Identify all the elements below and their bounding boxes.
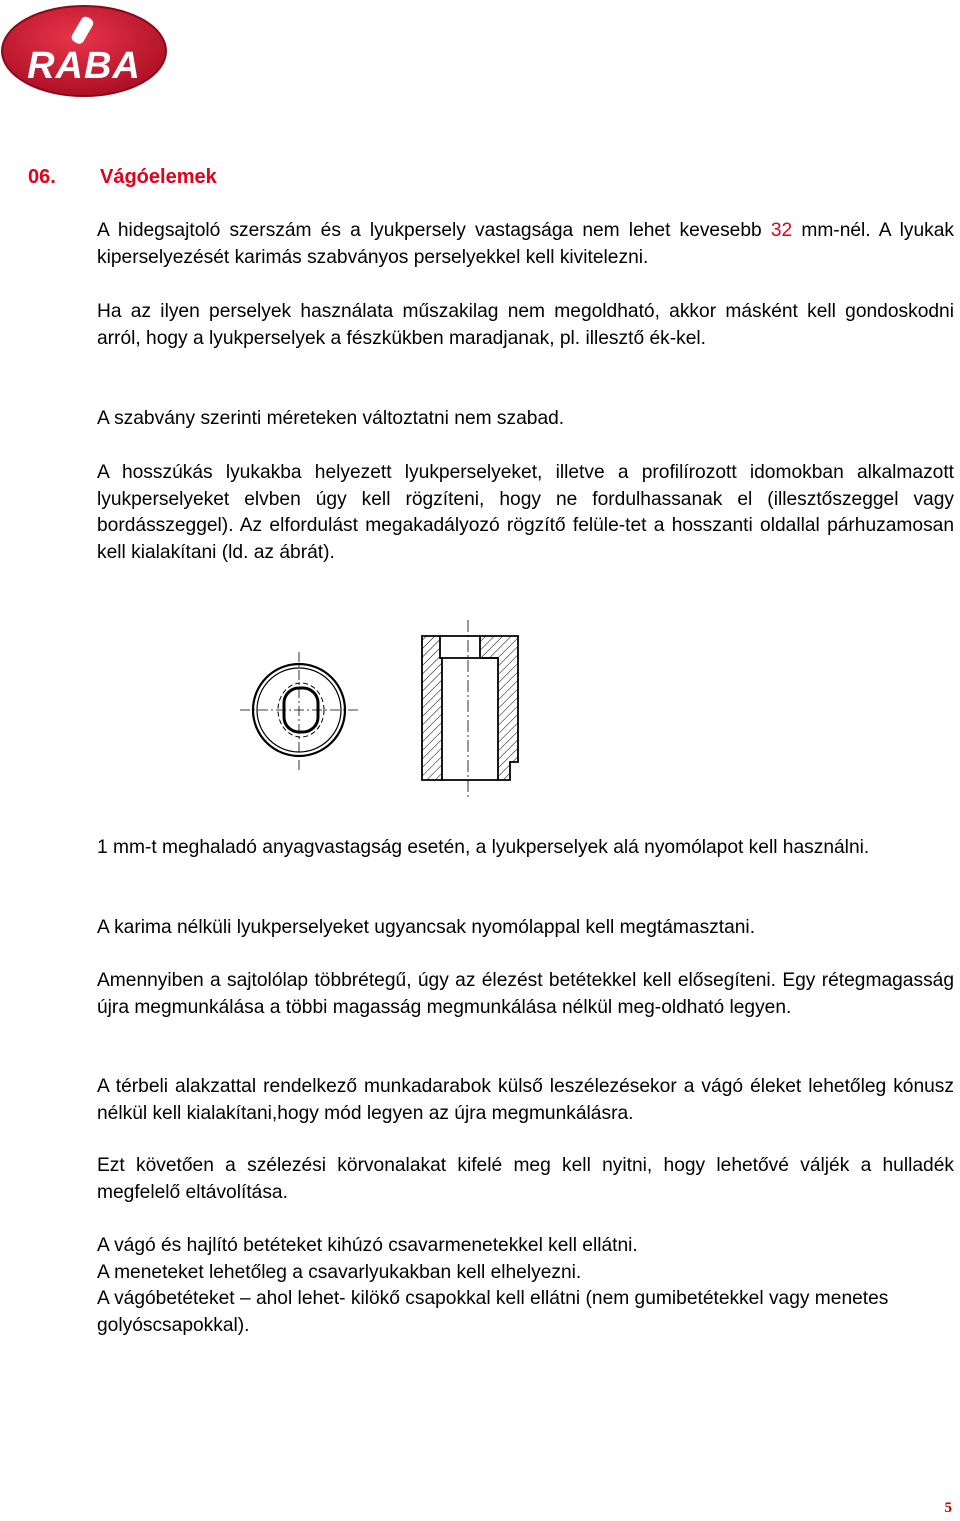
paragraph-line: A vágó és hajlító betéteket kihúzó csavarmenetekkel kell ellátni. <box>97 1235 638 1256</box>
paragraph-line: A vágóbetéteket – ahol lehet- kilökő csapokkal kell ellátni (nem gumibetétekkel vagy menetes golyóscsapokkal). <box>97 1288 889 1336</box>
paragraph-trimming-contours: Ezt követően a szélezési körvonalakat kifelé meg kell nyitni, hogy lehetővé váljék a hulladék megfelelő eltávolítása. <box>97 1155 954 1203</box>
paragraph-cutting-edges: A térbeli alakzattal rendelkező munkadarabok külső leszélezésekor a vágó éleket lehetőleg kónusz nélkül kell kialakítani,hogy mód legyen az újra megmunkálásra. <box>97 1076 954 1124</box>
paragraph-alternative-fixing: Ha az ilyen perselyek használata műszakilag nem megoldható, akkor másként kell gondoskodni arról, hogy a lyukperselyek a fészkükben maradjanak, pl. illesztő ék-kel. <box>97 301 954 349</box>
paragraph-layered-plate: Amennyiben a sajtolólap többrétegű, úgy az élezést betétekkel kell elősegíteni. Egy rétegmagasság újra megmunkálása a többi magasság megmunkálása nélkül meg-oldható legyen. <box>97 970 954 1018</box>
paragraph-oblong-holes: A hosszúkás lyukakba helyezett lyukperselyeket, illetve a profilírozott idomokban alkalmazott lyukperselyeket elvben úgy kell rögzíteni, hogy ne fordulhassanak el (illesztőszeggel vagy bordásszeggel). Az elfordulást megakadályozó rögzítő felüle-tet a hosszanti oldallal párhuzamosan kell kialakítani (ld. az ábrát). <box>97 462 954 563</box>
paragraph-text: A hidegsajtoló szerszám és a lyukpersely vastagsága nem lehet kevesebb <box>97 220 771 241</box>
raba-logo <box>0 2 168 98</box>
paragraph-thickness <box>97 218 954 271</box>
paragraph-pressure-plate: 1 mm-t meghaladó anyagvastagság esetén, a lyukperselyek alá nyomólapot kell használni. <box>97 837 870 858</box>
top-view <box>240 652 358 770</box>
bushing-drawing <box>232 618 532 802</box>
paragraph-text: mm-nél. A lyukak kiperselyezését karimás szabványos perselyekkel kell kivitelezni. <box>97 220 954 268</box>
paragraph-line: A meneteket lehetőleg a csavarlyukakban kell elhelyezni. <box>97 1261 582 1283</box>
paragraph-standard-dimensions: A szabvány szerinti méreteken változtatni nem szabad. <box>97 408 565 429</box>
thickness-value: 32 <box>770 220 793 241</box>
section-number: 06. <box>28 166 56 188</box>
paragraph-flangeless-bushings: A karima nélküli lyukperselyeket ugyancsak nyomólappal kell megtámasztani. <box>97 917 756 938</box>
section-view <box>422 620 518 800</box>
section-title: Vágóelemek <box>100 166 217 188</box>
svg-text:RABA: RABA <box>27 45 141 87</box>
paragraph-inserts <box>97 1233 954 1339</box>
section-heading <box>28 166 217 189</box>
page-number: 5 <box>944 1500 952 1516</box>
